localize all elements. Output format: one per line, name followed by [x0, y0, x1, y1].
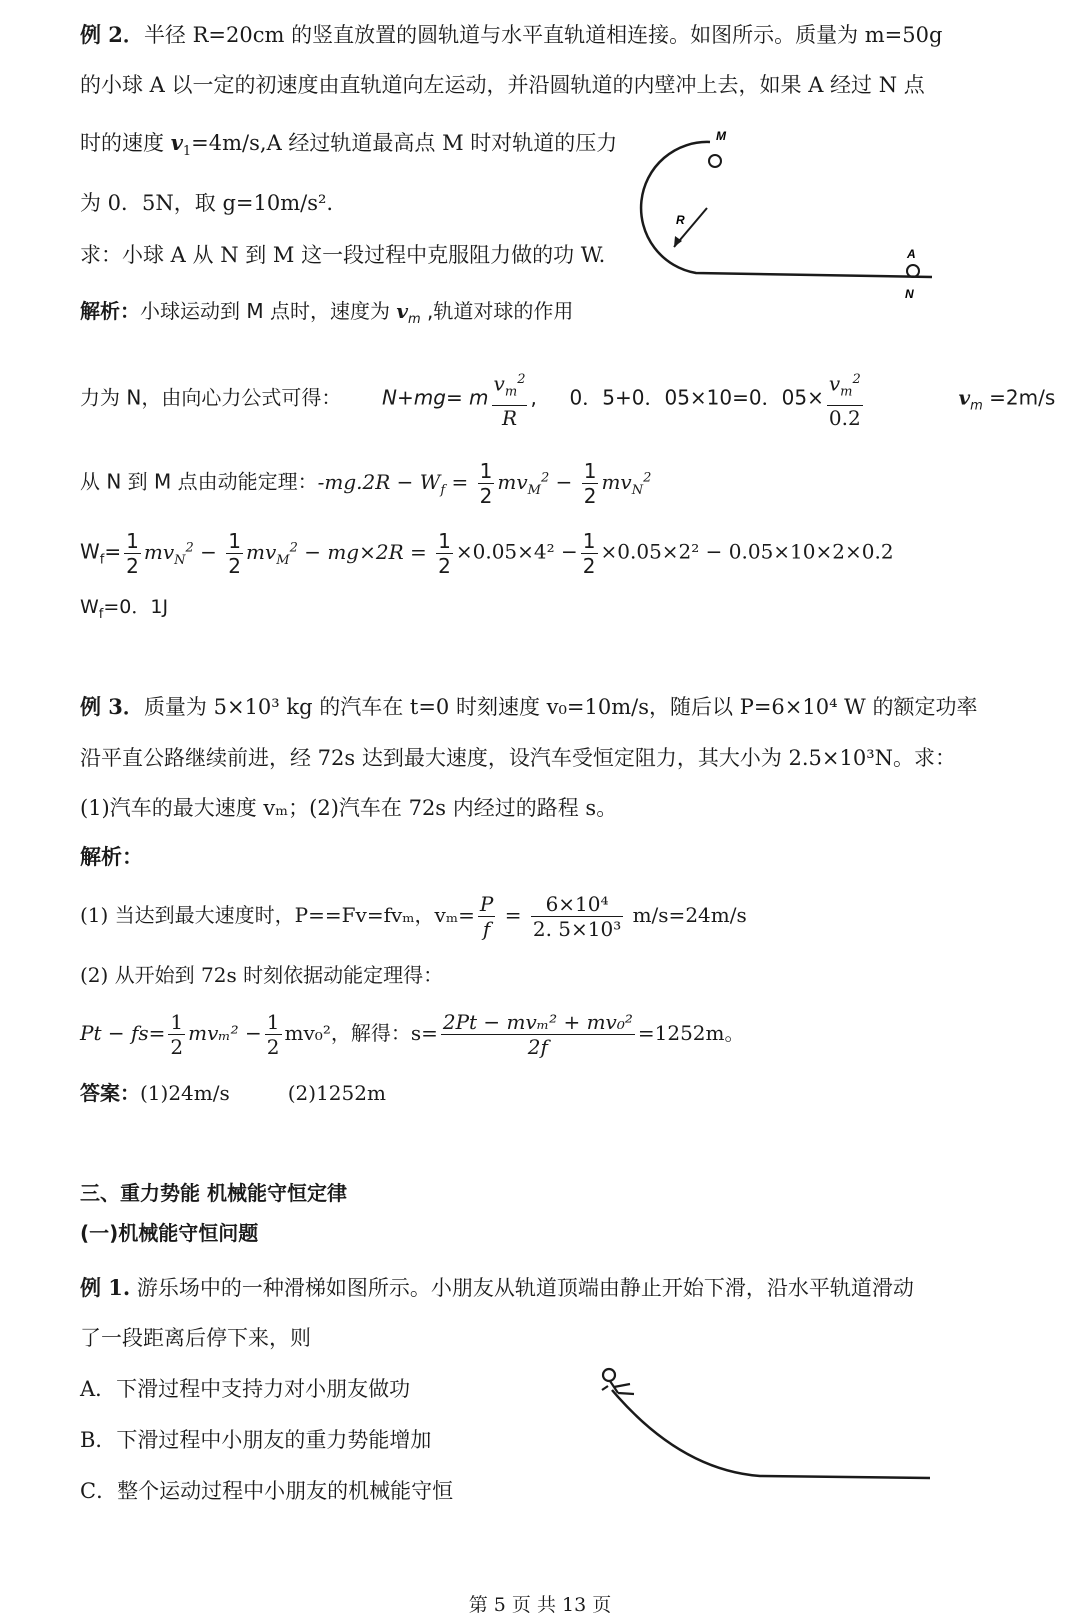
- ex2-line-5: 求：小球 A 从 N 到 M 这一段过程中克服阻力做的功 W.: [80, 243, 606, 267]
- ex3-answer: 答案：(1)24m/s (2)1252m: [80, 1081, 386, 1105]
- label-r: R: [676, 213, 685, 227]
- ex3-line-1: 例 3．质量为 5×10³ kg 的汽车在 t=0 时刻速度 v₀=10m/s，随后以 P=6×10⁴ W 的额定功率: [80, 694, 978, 719]
- subsection-heading: (一)机械能守恒问题: [80, 1221, 259, 1245]
- ex3-title: 例 3．: [80, 694, 144, 719]
- sec3-ex1-line-2: 了一段距离后停下来，则: [80, 1326, 311, 1350]
- option-c: C．整个运动过程中小朋友的机械能守恒: [80, 1479, 454, 1503]
- ex3-line-2: 沿平直公路继续前进，经 72s 达到最大速度，设汽车受恒定阻力，其大小为 2.5×10³N。求：: [80, 746, 957, 770]
- slide-figure: [590, 1360, 940, 1490]
- ex2-title: 例 2．: [80, 22, 144, 47]
- label-m: M: [716, 129, 726, 143]
- answer-label: 答案：: [80, 1081, 140, 1105]
- ex2-line-10: $W_f=0$．1J: [80, 596, 169, 622]
- ex2-line-1: 例 2．半径 R=20cm 的竖直放置的圆轨道与水平直轨道相连接。如图所示。质量为 m=50g: [80, 22, 943, 47]
- ex3-line-6: Pt − fs= $\frac{1}{2}$ mvₘ² − $\frac{1}{2}$ mv₀²，解得：s= $\frac{\text{2Pt − mvₘ² + mv₀²}}{2f}$ =1252m。: [80, 1010, 745, 1059]
- section-heading: 三、重力势能 机械能守恒定律: [80, 1181, 347, 1205]
- option-b: B．下滑过程中小朋友的重力势能增加: [80, 1428, 432, 1452]
- ex3-line-3: (1)汽车的最大速度 vₘ；(2)汽车在 72s 内经过的路程 s。: [80, 796, 618, 820]
- ex2-line-7: 力为 N，由向心力公式可得： N+mg= m $\frac{v_m^2}{R}$ , 0．5+0．05×10=0．05× $\frac{v_m^2}{0.2}$ $v_m =2m/s$: [80, 368, 1055, 435]
- child-figure: [602, 1369, 634, 1394]
- ex3-line-4: (1) 当达到最大速度时，P==Fv=fvₘ，vₘ= $\frac{P}{f}$ = $\frac{\text{6×10⁴}}{\text{2. 5×10³}}$ m/s=24m/s: [80, 892, 747, 941]
- ex2-line-6: 解析：小球运动到 M 点时，速度为 $v_m$ ,轨道对球的作用: [80, 299, 574, 327]
- fraction: $\frac{v_m^2}{R}$: [492, 368, 528, 430]
- ex2-line-9: $W_f=$ $\frac{1}{2}$ $mv_N^2$ − $\frac{1}{2}$ $mv_M^2 - mg\times 2R$ = $\frac{1}{2}$ ×0.05×4² − $\frac{1}{2}$ ×0.05×2² − 0.05×10×2×0.2: [80, 528, 894, 578]
- fraction: $\frac{v_m^2}{0.2}$: [827, 368, 863, 430]
- sec3-ex1-title: 例 1.: [80, 1275, 131, 1300]
- ex2-line-2: 的小球 A 以一定的初速度由直轨道向左运动，并沿圆轨道的内壁冲上去，如果 A 经过 N 点: [80, 73, 925, 97]
- ex3-line-5: (2) 从开始到 72s 时刻依据动能定理得：: [80, 963, 444, 987]
- label-n: N: [905, 287, 914, 301]
- sec3-ex1-line-1: 例 1. 游乐场中的一种滑梯如图所示。小朋友从轨道顶端由静止开始下滑，沿水平轨道滑动: [80, 1275, 914, 1300]
- ex2-line-3: 时的速度 $v_1=4m/s,A$ 经过轨道最高点 M 时对轨道的压力: [80, 130, 618, 160]
- ex2-line-4: 为 0．5N，取 g=10m/s².: [80, 191, 334, 215]
- label-a: A: [907, 247, 916, 261]
- ex2-analysis-label: 解析：: [80, 299, 140, 323]
- ex2-line-8: 从 N 到 M 点由动能定理：$-mg.2R - W_f$ = $\frac{1}{2}$ $mv_M^2$ − $\frac{1}{2}$ $mv_N^2$: [80, 458, 652, 508]
- option-a: A．下滑过程中支持力对小朋友做功: [80, 1377, 411, 1401]
- circular-track-figure: [630, 120, 950, 310]
- page-footer: 第 5 页 共 13 页: [468, 1594, 612, 1616]
- ex3-analysis-label: 解析：: [80, 844, 143, 869]
